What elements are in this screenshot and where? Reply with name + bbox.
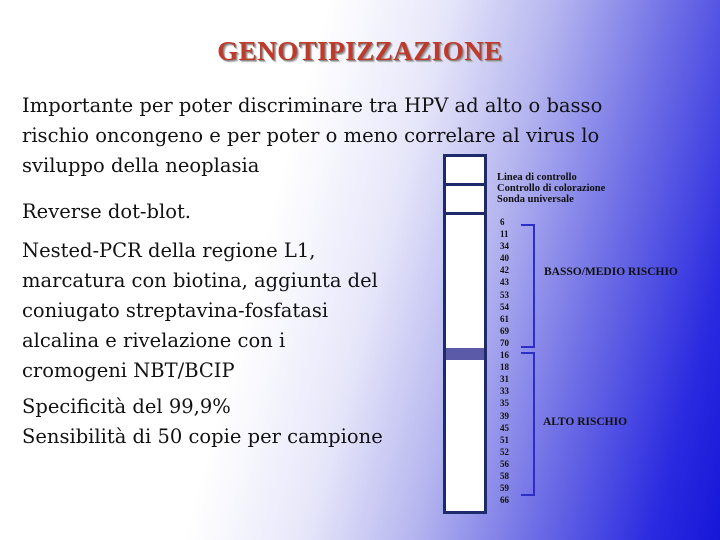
slide-title: GENOTIPIZZAZIONE — [217, 36, 503, 66]
nested-line: cromogeni NBT/BCIP — [22, 359, 235, 382]
hpv-type-item: 16 — [500, 350, 509, 361]
hpv-type-item: 53 — [500, 289, 509, 300]
low-risk-bracket — [521, 224, 535, 348]
hpv-type-item: 6 — [500, 217, 505, 227]
hpv-type-item: 61 — [500, 313, 509, 324]
specificity-paragraph — [22, 392, 383, 452]
hpv-type-item: 45 — [500, 422, 509, 433]
intro-line: rischio oncongeno e per poter o meno correlare al virus lo — [22, 124, 600, 147]
hpv-type-item: 40 — [500, 253, 509, 264]
hpv-type-item: 39 — [500, 410, 509, 421]
high-risk-label: ALTO RISCHIO — [543, 416, 628, 428]
hpv-type-item: 59 — [500, 483, 509, 494]
hpv-type-item: 66 — [500, 495, 509, 506]
hpv-type-item: 51 — [500, 434, 509, 445]
high-risk-bracket — [521, 352, 535, 496]
hpv-type-item: 34 — [500, 241, 509, 252]
spec-line: Specificità del 99,9% — [22, 395, 231, 418]
strip-divider — [443, 183, 487, 186]
hpv-type-item: 42 — [500, 265, 509, 276]
strip-band — [446, 348, 484, 360]
hpv-type-item: 43 — [500, 277, 509, 288]
hpv-type-list — [500, 216, 509, 506]
strip-divider — [443, 212, 487, 215]
spec-line: Sensibilità di 50 copie per campione — [22, 425, 383, 448]
hpv-type-item: 18 — [500, 362, 509, 373]
hpv-type-item: 54 — [500, 301, 509, 312]
nested-line: coniugato streptavina-fosfatasi — [22, 299, 329, 322]
nested-pcr-paragraph — [22, 236, 378, 386]
nested-line: alcalina e rivelazione con i — [22, 329, 286, 352]
hpv-type-item: 69 — [500, 325, 509, 336]
nested-line: marcatura con biotina, aggiunta del — [22, 269, 378, 292]
intro-paragraph — [22, 91, 602, 181]
hpv-type-item: 58 — [500, 470, 509, 481]
hpv-type-item: 35 — [500, 398, 509, 409]
control-label: Controllo di colorazione — [497, 183, 606, 194]
hpv-type-item: 52 — [500, 446, 509, 457]
hpv-type-item: 56 — [500, 458, 509, 469]
hpv-type-item: 33 — [500, 386, 509, 397]
nested-line: Nested-PCR della regione L1, — [22, 239, 316, 262]
hpv-type-item: 70 — [500, 337, 509, 348]
method-line: Reverse dot-blot. — [22, 200, 191, 223]
method-paragraph — [22, 197, 191, 227]
hpv-type-item: 31 — [500, 374, 509, 385]
hpv-type-item: 11 — [500, 229, 509, 240]
intro-line: sviluppo della neoplasia — [22, 154, 260, 177]
intro-line: Importante per poter discriminare tra HPV ad alto o basso — [22, 94, 603, 117]
control-label: Linea di controllo — [497, 172, 577, 183]
control-label: Sonda universale — [497, 194, 574, 205]
low-risk-label: BASSO/MEDIO RISCHIO — [544, 266, 678, 278]
dot-blot-strip — [443, 154, 487, 514]
